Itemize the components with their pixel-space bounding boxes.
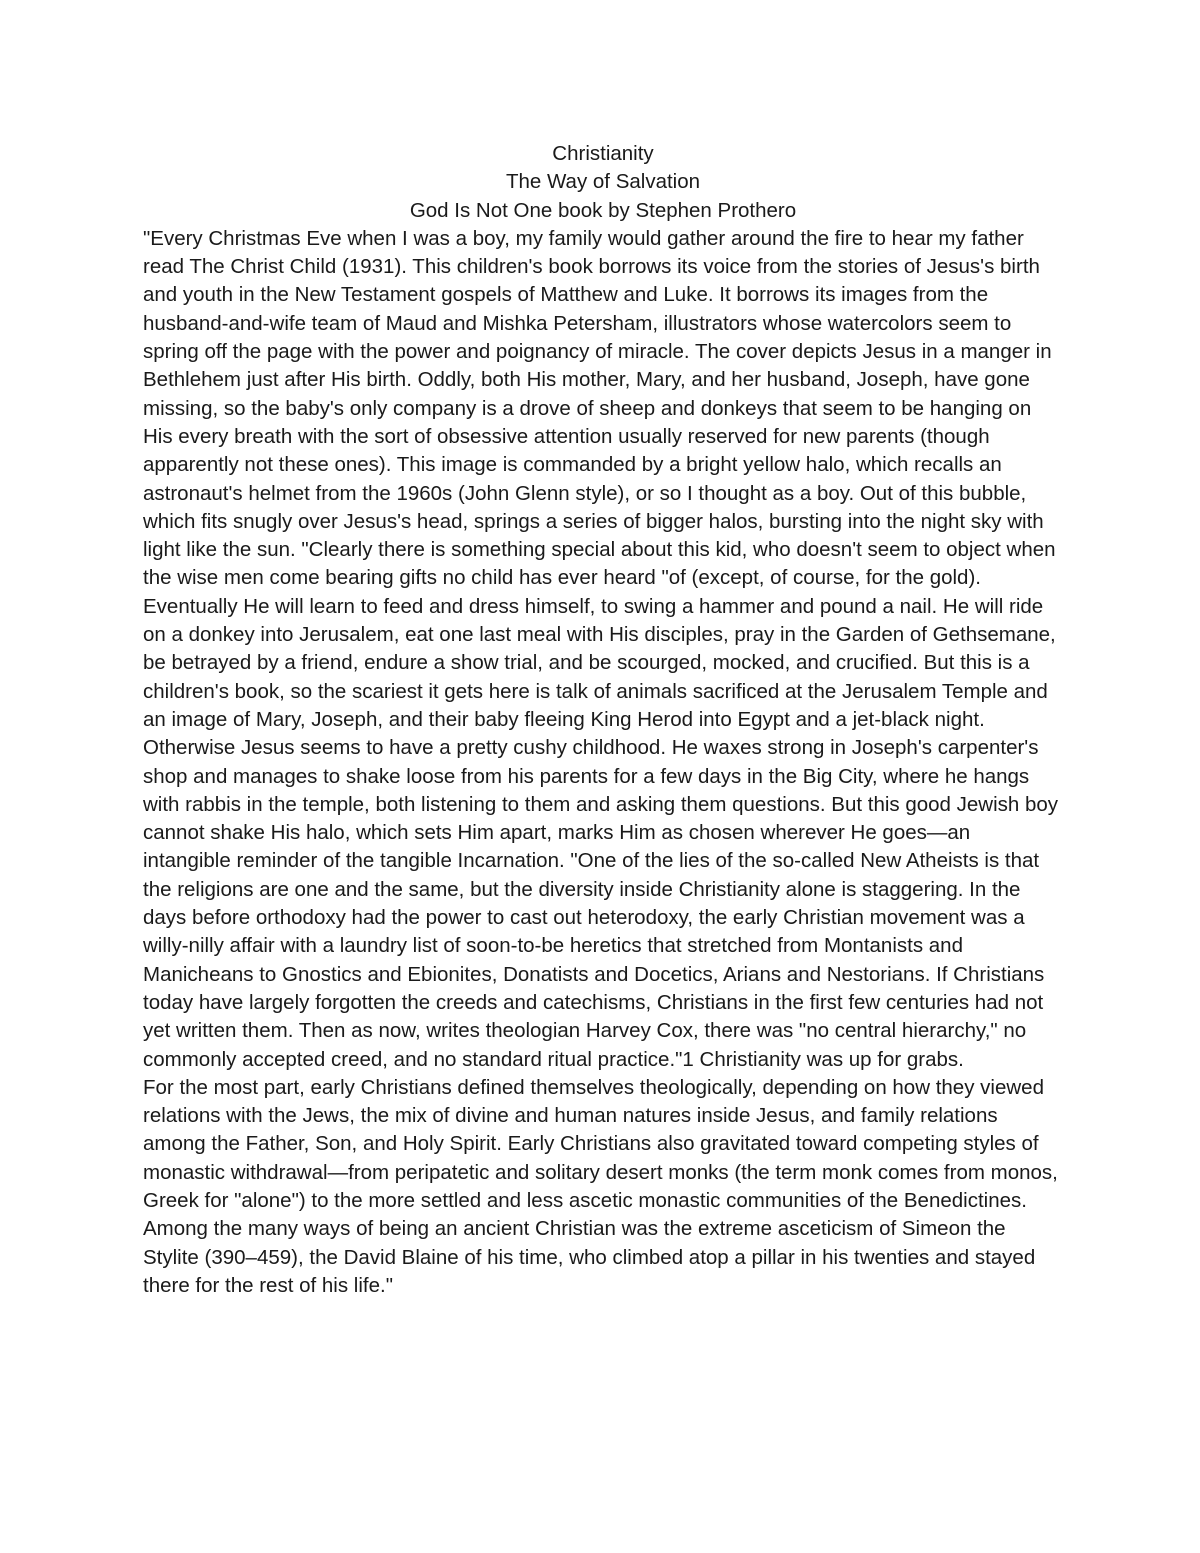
document-title: Christianity (552, 142, 654, 165)
body-paragraph-1: "Every Christmas Eve when I was a boy, my family would gather around the fire to hear my father read The Christ Child (1931). This children's book borrows its voice from the stories of Jesus's birth and youth in the New Testament gospels of Matthew and Luke. It borrows its images from the husband-and-wife team of Maud and Mishka Petersham, illustrators whose watercolors seem to spring off the page with the power and poignancy of miracle. The cover depicts Jesus in a manger in Bethlehem just after His birth. Oddly, both His mother, Mary, and her husband, Joseph, have gone missing, so the baby's only company is a drove of sheep and donkeys that seem to be hanging on His every breath with the sort of obsessive attention usually reserved for new parents (though apparently not these ones). This image is commanded by a bright yellow halo, which recalls an astronaut's helmet from the 1960s (John Glenn style), or so I thought as a boy. Out of this bubble, which fits snugly over Jesus's head, springs a series of bigger halos, bursting into the night sky with light like the sun. "Clearly there is something special about this kid, who doesn't seem to object when the wise men come bearing gifts no child has ever heard "of (except, of course, for the gold). Eventually He will learn to feed and dress himself, to swing a hammer and pound a nail. He will ride on a donkey into Jerusalem, eat one last meal with His disciples, pray in the Garden of Gethsemane, be betrayed by a friend, endure a show trial, and be scourged, mocked, and crucified. But this is a children's book, so the scariest it gets here is talk of animals sacrificed at the Jerusalem Temple and an image of Mary, Joseph, and their baby fleeing King Herod into Egypt and a jet-black night. Otherwise Jesus seems to have a pretty cushy childhood. He waxes strong in Joseph's carpenter's shop and manages to shake loose from his parents for a few days in the Big City, where he hangs with rabbis in the temple, both listening to them and asking them questions. But this good Jewish boy cannot shake His halo, which sets Him apart, marks Him as chosen wherever He goes—an intangible reminder of the tangible Incarnation. "One of the lies of the so-called New Atheists is that the religions are one and the same, but the diversity inside Christianity alone is staggering. In the days before orthodoxy had the power to cast out heterodoxy, the early Christian movement was a willy-nilly affair with a laundry list of soon-to-be heretics that stretched from Montanists and Manicheans to Gnostics and Ebionites, Donatists and Docetics, Arians and Nestorians. If Christians today have largely forgotten the creeds and catechisms, Christians in the first few centuries had not yet written them. Then as now, writes theologian Harvey Cox, there was "no central hierarchy," no commonly accepted creed, and no standard ritual practice."1 Christianity was up for grabs. (143, 226, 1059, 1071)
document-subtitle: The Way of Salvation (505, 170, 701, 194)
title-block (143, 140, 1063, 225)
body-paragraph-2: For the most part, early Christians defined themselves theologically, depending on how they viewed relations with the Jews, the mix of divine and human natures inside Jesus, and family relations among the Father, Son, and Holy Spirit. Early Christians also gravitated toward competing styles of monastic withdrawal—from peripatetic and solitary desert monks (the term monk comes from monos, Greek for "alone") to the more settled and less ascetic monastic communities of the Benedictines. Among the many ways of being an ancient Christian was the extreme asceticism of Simeon the Stylite (390–459), the David Blaine of his time, who climbed atop a pillar in his twenties and stayed there for the rest of his life." (143, 1075, 1058, 1297)
document-source: God Is Not One book by Stephen Prothero (409, 198, 797, 222)
document-page (143, 140, 1063, 1300)
